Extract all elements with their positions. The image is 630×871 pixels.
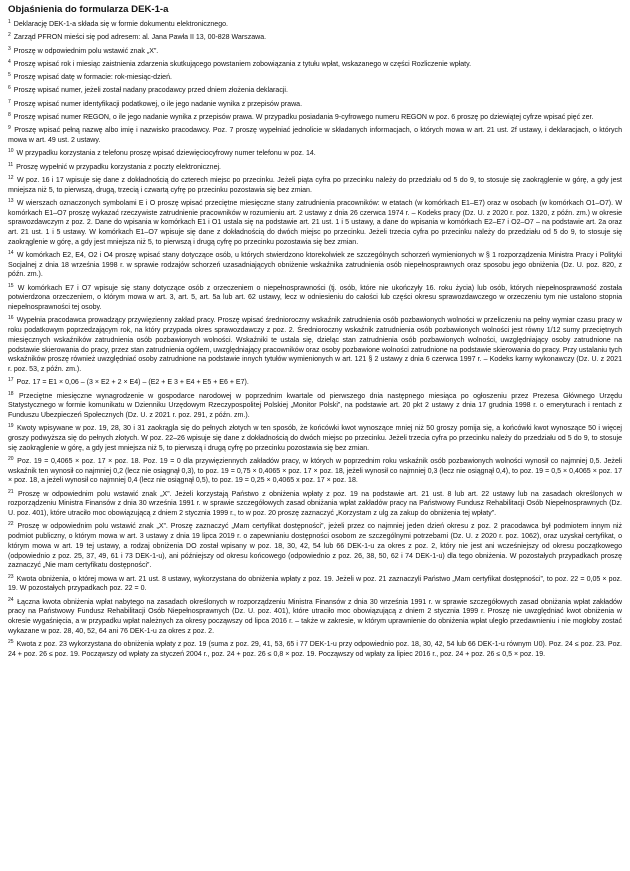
footnote-number: 24 (8, 596, 14, 603)
footnote-number: 11 (8, 161, 14, 168)
footnote-number: 1 (8, 19, 11, 25)
footnote-text: Proszę w odpowiednim polu wstawić znak „X”. Proszę zaznaczyć „Mam certyfikat dostępności”, jeżeli przez co najmniej jeden dzień okresu z poz. 2 pracodawca był podmiotem innym niż podmiot publiczny, o którym mowa w art. 3 ustawy z dnia 19 lipca 2019 r. o zapewnianiu dostępności osobom ze szczególnymi potrzebami (Dz. U. z 2020 r. poz. 1062), oraz uzyskał certyfikat, o którym mowa w art. 19 tej ustawy, a rodzaj obniżenia DO został wpisany w poz. 18, 30, 42, 54 lub 66 DEK-1-u za okres z poz. 2, który nie jest ani wcześniejszy od okresu początkowego (odpowiednio z poz. 25, 37, 49, 61 i 73 DEK-1-u), ani późniejszy od okresu końcowego (odpowiednio z poz. 26, 38, 50, 62 i 74 DEK-1-u) dla tego obniżenia. W pozostałych przypadkach proszę zaznaczyć „Nie mam certyfikatu dostępności”. (8, 523, 622, 570)
footnote-text: Poz. 17 = E1 × 0,06 – (3 × E2 + 2 × E4) – (E2 + E 3 + E4 + E5 + E6 + E7). (16, 379, 249, 387)
footnote-number: 23 (8, 573, 14, 580)
footnote-number: 15 (8, 282, 14, 289)
footnote-item (8, 20, 622, 30)
footnote-item (8, 284, 622, 313)
footnote-text: Proszę w odpowiednim polu wstawić znak „X”. Jeżeli korzystają Państwo z obniżenia wpłaty z poz. 19 na podstawie art. 21 ust. 8 lub art. 22 ustawy lub na zasadach określonych w rozporządzeniu Ministra Finansów z dnia 30 września 1991 r. w sprawie szczegółowych zasad obniżania wpłat zakładów pracy na Państwowy Fundusz Rehabilitacji Osób Niepełnosprawnych (Dz. U. poz. 401), które utraciło moc obowiązującą z dniem 2 stycznia 1999 r., to w poz. 20 proszę zaznaczyć „Korzystam z ulg za zakup do obniżenia tej wpłaty”. (8, 490, 622, 518)
footnote-text: Łączna kwota obniżenia wpłat nabytego na zasadach określonych w rozporządzeniu Ministra Finansów z dnia 30 września 1991 r. w sprawie szczegółowych zasad obniżania wpłat zakładów pracy na Państwowy Fundusz Rehabilitacji Osób Niepełnosprawnych (Dz. U. poz. 401), które utraciło moc obowiązującą z dniem 2 stycznia 1999 r. Proszę nie uwzględniać kwot obniżenia w okresie wygaśnięcia, a w przypadku wpłat należnych za okresy począwszy od lipca 2016 r. – także w zakresie, w którym uprawnienie do obniżenia wpłat uległo przedawnieniu i nie mogłoby zostać wykazane w poz. 28, 40, 52, 64 ani 76 DEK-1-u za okres z poz. 2. (8, 598, 622, 635)
footnote-text: Wypełnia pracodawca prowadzący przywięzienny zakład pracy. Proszę wpisać średnioroczny wskaźnik zatrudnienia osób pozbawionych wolności w przeliczeniu na pełny wymiar czasu pracy w roku podatkowym poprzedzającym rok, na który przypada okres sprawozdawczy z poz. 2. Średnioroczny wskaźnik zatrudnienia osób pozbawionych wolności jest równy 1/12 sumy przeciętnych miesięcznych wskaźników zatrudnienia osób pozbawionych wolności. Wskaźniki te ustala się, dzieląc stan zatrudnienia osób pozbawionych wolności, uwzględniający osoby zatrudnione na podstawie skierowania do pracy, przez stan zatrudnienia ogółem, uwzględniający pracowników oraz osoby pozbawione wolności zatrudnione na podstawie skierowania do pracy. Przy ustalaniu tych wskaźników proszę również uwzględniać osoby zatrudnione na podstawie innych tytułów wymienionych w art. 121 § 2 ustawy z dnia 6 czerwca 1997 r. – Kodeks karny wykonawczy (Dz. U. z 2021 r. poz. 53, z późn. zm.). (8, 317, 622, 373)
footnote-number: 12 (8, 174, 14, 181)
footnote-text: Proszę wpisać pełną nazwę albo imię i nazwisko pracodawcy. Poz. 7 proszę wypełniać jednolicie w składanych informacjach, o których mowa w art. 21 ust. 2f ustawy, i deklaracjach, o których mowa w art. 49 ust. 2 ustawy. (8, 127, 623, 145)
footnote-item (8, 522, 622, 571)
footnote-item (8, 33, 622, 43)
footnote-item (8, 457, 622, 486)
document-title: Objaśnienia do formularza DEK-1-a (8, 4, 169, 15)
footnote-text: Kwoty wpisywane w poz. 19, 28, 30 i 31 zaokrągla się do pełnych złotych w ten sposób, że końcówki kwot wynoszące mniej niż 50 groszy pomija się, a końcówki kwot wynoszące 50 i więcej groszy podwyższa się do pełnych złotych. W poz. 22–26 wpisuje się dane z dokładnością do dwóch miejsc po przecinku. Jeżeli trzecia cyfra po przecinku należy do przedziału od 5 do 9, to stosuje się zaokrąglenie w górę, a gdy jest mniejsza niż 5, to pierwszą i drugą cyfrę po przecinku pozostawia się bez zmian. (8, 425, 622, 452)
footnote-number: 17 (8, 377, 14, 384)
footnote-number: 6 (8, 85, 11, 92)
footnote-number: 5 (8, 72, 11, 79)
footnote-number: 8 (8, 112, 11, 119)
footnote-number: 3 (8, 45, 11, 52)
footnote-text: Proszę wpisać rok i miesiąc zaistnienia zdarzenia skutkującego powstaniem zobowiązania z tytułu wpłat, wskazanego w części Rozliczenie wpłaty. (13, 60, 472, 68)
footnote-item (8, 316, 622, 374)
footnote-item (8, 113, 622, 123)
footnote-number: 18 (8, 390, 14, 397)
footnote-text: Przeciętne miesięczne wynagrodzenie w gospodarce narodowej w poprzednim kwartale od pierwszego dnia następnego miesiąca po ogłoszeniu przez Prezesa Głównego Urzędu Statystycznego w formie komunikatu w Dzienniku Urzędowym Rzeczypospolitej Polskiej „Monitor Polski”, na podstawie art. 20 pkt 2 ustawy z dnia 17 grudnia 1998 r. o emeryturach i rentach z Funduszu Ubezpieczeń Społecznych (Dz. U. z 2021 r. poz. 291, z późn. zm.). (8, 392, 622, 419)
footnote-number: 21 (8, 488, 14, 495)
footnote-number: 4 (8, 58, 11, 65)
footnote-item (8, 47, 622, 57)
footnote-item (8, 60, 622, 70)
footnote-item (8, 392, 622, 421)
footnote-text: W komórkach E2, E4, O2 i O4 proszę wpisać stany dotyczące osób, u których stwierdzono ktorekolwiek ze szczególnych schorzeń wymienionych w § 1 rozporządzenia Ministra Pracy i Polityki Socjalnej z dnia 18 września 1998 r. w sprawie rodzajów schorzeń uzasadniających obniżenie wskaźnika zatrudnienia osób niepełnosprawnych oraz sposobu jego obniżenia (Dz. U. poz. 820, z późn. zm.). (8, 252, 622, 279)
footnote-number: 7 (8, 98, 11, 105)
footnote-item (8, 575, 622, 594)
footnote-number: 2 (8, 32, 11, 39)
footnote-text: Proszę wypełnić w przypadku korzystania z poczty elektronicznej. (16, 163, 222, 171)
footnote-text: Proszę wpisać datę w formacie: rok-miesiąc-dzień. (13, 74, 172, 82)
footnote-item (8, 126, 622, 145)
footnote-number: 19 (8, 423, 14, 430)
footnote-number: 20 (8, 456, 14, 462)
notes-list (8, 20, 622, 659)
footnote-number: 22 (8, 521, 14, 528)
footnote-number: 10 (8, 148, 14, 155)
footnote-text: W przypadku korzystania z telefonu proszę wpisać dziewięciocyfrowy numer telefonu w poz. 14. (16, 150, 316, 158)
footnote-item (8, 378, 622, 388)
footnote-item (8, 640, 622, 659)
footnote-text: Zarząd PFRON mieści się pod adresem: al. Jana Pawła II 13, 00-828 Warszawa. (13, 34, 267, 42)
footnote-number: 25 (8, 638, 14, 645)
footnote-text: Kwota obniżenia, o której mowa w art. 21 ust. 8 ustawy, wykorzystana do obniżenia wpłaty z poz. 19. Jeżeli w poz. 21 zaznaczyli Państwo „Mam certyfikat dostępności”, to poz. 22 = 0,05 × poz. 19. W pozostałych przypadkach poz. 22 = 0. (8, 575, 622, 593)
footnote-item (8, 251, 622, 280)
footnote-text: W poz. 16 i 17 wpisuje się dane z dokładnością do czterech miejsc po przecinku. Jeżeli piąta cyfra po przecinku należy do przedziału od 5 do 9, to stosuje się zaokrąglenie w górę, a gdy jest mniejsza niż 5, to pierwszą, drugą, trzecią i czwartą cyfrę po przecinku pozostawia się bez zmian. (8, 176, 622, 194)
footnote-item (8, 424, 622, 453)
footnote-number: 13 (8, 197, 14, 204)
footnote-item (8, 73, 622, 83)
footnote-text: Proszę wpisać numer, jeżeli został nadany pracodawcy przed dniem złożenia deklaracji. (13, 87, 288, 95)
footnote-item (8, 199, 622, 248)
footnote-number: 14 (8, 250, 14, 257)
footnote-item (8, 490, 622, 519)
footnote-number: 9 (8, 125, 11, 132)
footnote-text: Deklarację DEK-1-a składa się w formie dokumentu elektronicznego. (13, 21, 228, 28)
footnote-number: 16 (8, 315, 14, 322)
footnote-item (8, 598, 622, 637)
footnote-text: Proszę wpisać numer REGON, o ile jego nadanie wynika z przepisów prawa. W przypadku posiadania 9-cyfrowego numeru REGON w poz. 6 proszę po dziewiątej cyfrze wpisać pięć zer. (13, 114, 594, 122)
footnote-text: Kwota z poz. 23 wykorzystana do obniżenia wpłaty z poz. 19 (suma z poz. 29, 41, 53, 65 i 77 DEK-1-u przy odpowiednio poz. 18, 30, 42, 54 lub 66 DEK-1-u równym U0). Poz. 24 ≤ poz. 23. Poz. 24 + poz. 26 ≤ poz. 19. Począwszy od wpłaty za styczeń 2004 r., poz. 24 + poz. 26 ≤ 0,8 × poz. 19. Począwszy od wpłaty za lipiec 2016 r., poz. 24 + poz. 26 ≤ 0,5 × poz. 19. (8, 640, 622, 658)
footnote-text: Proszę wpisać numer identyfikacji podatkowej, o ile jego nadanie wynika z przepisów prawa. (13, 100, 303, 108)
footnote-item (8, 100, 622, 110)
footnote-item (8, 176, 622, 195)
footnote-text: W komórkach E7 i O7 wpisuje się stany dotyczące osób z orzeczeniem o niepełnosprawności (tj. osób, które nie ukończyły 16. roku życia) lub osób, których niepełnosprawność została potwierdzona orzeczeniem, o którym mowa w art. 3, art. 5, art. 5a lub art. 62 ustawy, lecz w odniesieniu do całości lub części okresu sprawozdawczego w orzeczeniu tym nie ustalono stopnia niepełnosprawności tej osoby. (8, 284, 623, 312)
footnote-text: Poz. 19 = 0,4065 × poz. 17 × poz. 18. Poz. 19 = 0 dla przywięziennych zakładów pracy, w których w poprzednim roku wskaźnik osób pozbawionych wolności wynosił co najmniej 0,5. Jeżeli wskaźnik ten wynosił co najmniej 0,2 (lecz nie osiągnął 0,3), to poz. 19 = 0,75 × 0,4065 × poz. 17 × poz. 18, jeżeli wynosił co najmniej 0,3 (lecz nie osiągnął 0,4), to poz. 19 = 0,5 × 0,4065 × poz. 17 × poz. 18, a jeżeli wynosił co najmniej 0,4 (lecz nie osiągnął 0,5), to poz. 19 = 0,25 × 0,4065 x poz. 17 × poz. 18. (8, 458, 622, 485)
footnote-item (8, 86, 622, 96)
footnote-text: Proszę w odpowiednim polu wstawić znak „X”. (13, 47, 159, 55)
footnote-item (8, 149, 622, 159)
footnote-item (8, 163, 622, 173)
footnote-text: W wierszach oznaczonych symbolami E i O proszę wpisać przeciętne miesięczne stany zatrudnienia pracowników: w etatach (w komórkach E1–E7) oraz w osobach (w komórkach O1–O7). W komórkach E1–O7 proszę wykazać rzeczywiste zatrudnienie pracowników w rozumieniu art. 2 ustawy z dnia 26 czerwca 1974 r. – Kodeks pracy (Dz. U. z 2020 r. poz. 1320, z późn. zm.) w okresie sprawozdawczym z poz. 2. Dane do wpisania w komórkach E1 i O1 ustala się na podstawie art. 21 ust. 1 i 5 ustawy, a dane do wpisania w komórkach E2–E7 i O2–O7 – na podstawie art. 2a oraz art. 21 ust. 1 i 5 ustawy. W komórkach E1–O7 wpisuje się dane z dokładnością do dwóch miejsc po przecinku. Jeżeli trzecia cyfra po przecinku należy do przedziału od 5 do 9, to stosuje się zaokrąglenie w górę, a gdy jest mniejsza niż 5, to pierwszą i drugą cyfrę po przecinku pozostawia się bez zmian. (8, 199, 622, 246)
